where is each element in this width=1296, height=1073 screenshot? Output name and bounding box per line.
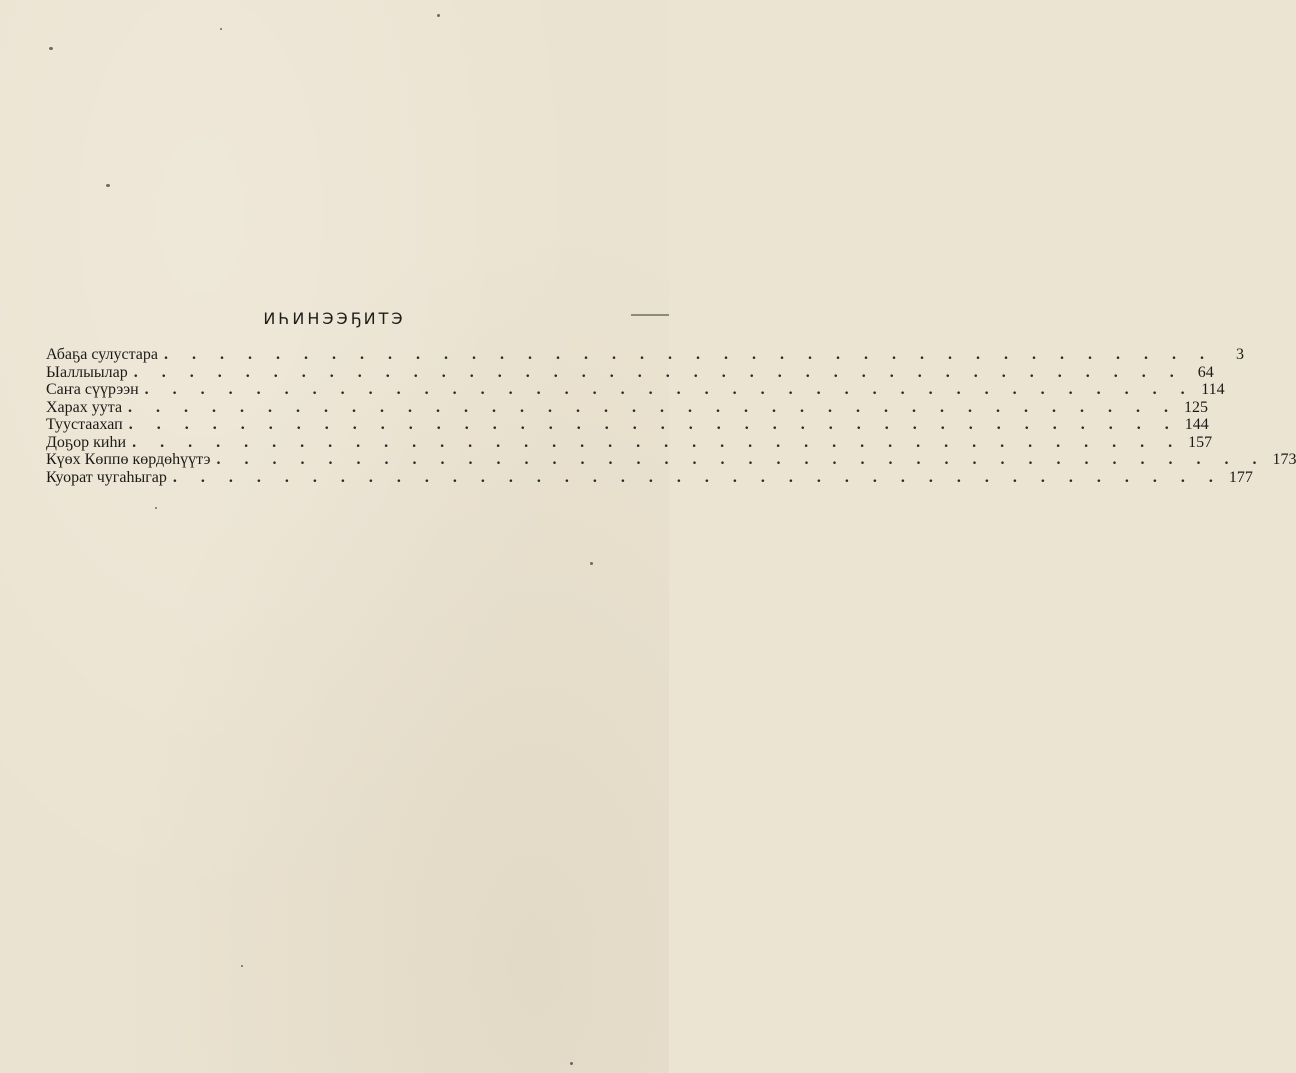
toc-dot-leader: . . . . . . . . . . . . . . . . . . . . . . . . . . . . . . . . . . . . . . <box>216 451 1267 468</box>
toc-entry-page: 173 <box>1272 451 1296 468</box>
toc-entry-page: 125 <box>1184 398 1209 416</box>
toc-entry-title: Туустаахап <box>46 416 123 433</box>
toc-dot-leader: . . . . . . . . . . . . . . . . . . . . . . . . . . . . . . . . . . . . . . <box>172 468 1223 486</box>
paper-speck <box>570 1062 573 1065</box>
toc-entry-page: 3 <box>1236 346 1244 363</box>
toc-entry <box>46 363 1214 382</box>
toc-entry <box>46 381 1225 399</box>
paper-speck <box>437 14 440 17</box>
toc-entry <box>46 346 1244 364</box>
paper-speck <box>220 28 222 30</box>
toc-entry-page: 177 <box>1228 468 1253 486</box>
toc-entry-page: 114 <box>1201 381 1225 398</box>
toc-entry-page: 64 <box>1197 363 1214 381</box>
toc-entry <box>46 416 1209 434</box>
toc-dot-leader: . . . . . . . . . . . . . . . . . . . . . . . . . . . . . . . . . . . . . . <box>128 416 1179 433</box>
toc-dot-leader: . . . . . . . . . . . . . . . . . . . . . . . . . . . . . . . . . . . . . . <box>164 346 1214 363</box>
toc-entry-title: Харах уута <box>46 398 123 416</box>
toc-entry-title: Саҥа сүүрээн <box>46 381 139 398</box>
paper-speck <box>241 965 243 967</box>
toc-entry-title: Күөх Көппө көрдөһүүтэ <box>46 451 211 468</box>
toc-entry-title: Ыаллыылар <box>46 363 128 381</box>
toc-dot-leader: . . . . . . . . . . . . . . . . . . . . . . . . . . . . . . . . . . . . . . <box>132 433 1183 451</box>
toc-title: ИҺИНЭЭҔИТЭ <box>263 309 406 328</box>
toc-entry <box>46 433 1213 452</box>
paper-speck <box>106 184 110 187</box>
toc-entry <box>46 468 1253 487</box>
toc-entry-page: 144 <box>1184 416 1209 433</box>
toc-entry-title: Куорат чугаһыгар <box>46 468 167 486</box>
toc-entry-title: Абаҕа сулустара <box>46 346 158 363</box>
toc-dot-leader: . . . . . . . . . . . . . . . . . . . . . . . . . . . . . . . . . . . . . . <box>128 398 1179 416</box>
toc-entry <box>46 398 1209 417</box>
toc-dot-leader: . . . . . . . . . . . . . . . . . . . . . . . . . . . . . . . . . . . . . . <box>144 381 1195 398</box>
toc-entry-page: 157 <box>1188 433 1213 451</box>
paper-speck <box>155 507 157 509</box>
toc-entry <box>46 451 1296 469</box>
table-of-contents <box>46 346 1296 486</box>
toc-entry-title: Доҕор киһи <box>46 433 127 451</box>
paper-speck <box>49 47 53 50</box>
toc-dot-leader: . . . . . . . . . . . . . . . . . . . . . . . . . . . . . . . . . . . . . . <box>133 363 1184 381</box>
paper-speck <box>590 562 593 565</box>
